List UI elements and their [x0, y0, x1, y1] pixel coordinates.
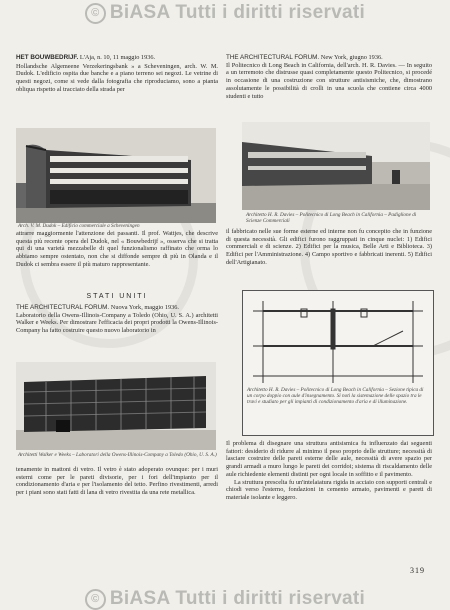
left-paragraph-4: tenamente in mattoni di vetro. Il vetro è stato adoperato ovunque: per i muri esterni come per le pareti divisorie, per i fori dell'impianto per il condizionamento d'aria e per l'isolamento del tetto. Perfino rivestimenti, arredi per i piani sono stati fatti di lana di vetro rivestita da una rete metallica. [16, 466, 218, 497]
source-title: HET BOUWBEDRIJF. [16, 54, 79, 61]
watermark-bottom [0, 588, 450, 610]
watermark-top [0, 2, 450, 24]
left-heading [16, 54, 218, 62]
caption-dudok: Arch. V. M. Dudok – Edificio commerciale a Scheveningen [18, 223, 140, 229]
section-heading-stati-uniti: STATI UNITI [86, 293, 148, 300]
photo-dudok-building [16, 128, 216, 223]
right-paragraph-4: La struttura prescelta fu un'intelaiatura rigida in acciaio con supporti centrali e chiodi verso l'esterno, fondazioni in cemento armato, pavimenti e pareti di materiale isolante e leggero. [226, 478, 432, 501]
watermark-text: BiASA Tutti i diritti riservati [109, 588, 366, 609]
issue-date: New York, giugno 1936. [320, 54, 383, 61]
right-column-2 [226, 228, 432, 267]
left-column [16, 54, 218, 94]
source-title: THE ARCHITECTURAL FORUM. [16, 304, 110, 311]
right-column [226, 54, 432, 100]
right-paragraph-1: Il Politecnico di Long Beach in California, dell'arch. H. R. Davies. — In seguito a un terremoto che distrusse quasi completamente questo Politecnico, si procedé in occasione di una costruzione con strutture antisismiche, che, dimostrano assolutamente le possibilità di crolli in una scuola che contiene circa 4000 studenti e tutto [226, 61, 432, 100]
left-paragraph-1: Hollandsche Algemeene Verzekeringsbank » a Scheveningen, arch. W. M. Dudok. L'edificio ospita due banche e a piano terreno sei negozi. Le vetrine di questi negozi, come si vede dalla fotografia che riproduciamo, sono a pianta obliqua rispetto al tracciato della strada per [16, 62, 218, 93]
copyright-icon: © [85, 3, 106, 24]
left-paragraph-3: Laboratorio della Owens-Illinois-Company a Toledo (Ohio, U. S. A.) architetti Walker e Weeks. Per dimostrare l'efficacia dei propri prodotti la Owens-Illinois-Company ha fatto costruire questo nuovo laboratorio in [16, 311, 218, 335]
watermark-text: BiASA Tutti i diritti riservati [109, 2, 366, 23]
right-paragraph-2: il fabbricato nelle sue forme esterne ed interne non fu concepito che in funzione di questa necessità. Gli edifici furono raggruppati in cinque nuclei: 1) Edifici commerciali e di scienze. 2) Edifici per la musica, Belle Arti e Biblioteca. 3) Edifici per l'Amministrazione. 4) Campo sportivo e fabbricati inerenti. 5) Edifici dell'Artigianato. [226, 228, 432, 266]
caption-section: Architetto H. R. Davies – Politecnico di Long Beach in California – Sezione tipica di un corpo doppio con aule d'insegnamento. Si noti la sistemazione delle spazio tra le travi e studiato per gli impianti di condizionamento d'aria e di illuminazione. [247, 387, 424, 406]
left-column-3 [16, 304, 218, 335]
page-number: 319 [410, 566, 425, 575]
left-column-2 [16, 230, 218, 269]
section-drawing [243, 291, 433, 391]
right-column-3 [226, 440, 432, 502]
photo-owens-illinois-laboratory [16, 362, 216, 450]
source-title: THE ARCHITECTURAL FORUM. [226, 54, 320, 61]
copyright-icon: © [85, 589, 106, 610]
right-paragraph-3: Il problema di disegnare una struttura antisismica fu influenzato dai seguenti fattori: desiderio di ridurre al minimo il peso proprio delle strutture; necessità di lasciare costruire delle pareti esterne delle aule, necessità di avere spazio per grandi armadi a muro lungo le pareti dei corridoi; sistema di riscaldamento delle aule richiedente elementi distinti per ogni locale in soffitto e il pavimento. [226, 440, 432, 478]
caption-long-beach: Architetto H. R. Davies – Politecnico di Long Beach in California – Padiglione di Scienze Commerciali [246, 212, 417, 225]
photo-long-beach-polytechnic [242, 122, 430, 210]
section-drawing-box [242, 290, 434, 436]
caption-walker-weeks: Architetti Walker e Weeks – Laboratori della Owens-Illinois-Company a Toledo (Ohio, U. S. A.) [18, 452, 217, 458]
left-column-4 [16, 466, 218, 497]
issue-date: Nuova York, maggio 1936. [110, 304, 179, 311]
issue-date: L'Aja, n. 10, 11 maggio 1936. [79, 54, 156, 61]
left-paragraph-2: attrarre maggiormente l'attenzione dei passanti. Il prof. Wattjes, che descrive questa più recente opera del Dudok, nel « Bouwbedrijf », osserva che si tratta qui di una varietà mezzabelle di quel funzionalismo raffinato che orma lo abbiamo sempre ostentato, non che si diffonde sempre di più in Olanda e il Dudok ci sembra essere il più maturo rappresentante. [16, 230, 218, 268]
